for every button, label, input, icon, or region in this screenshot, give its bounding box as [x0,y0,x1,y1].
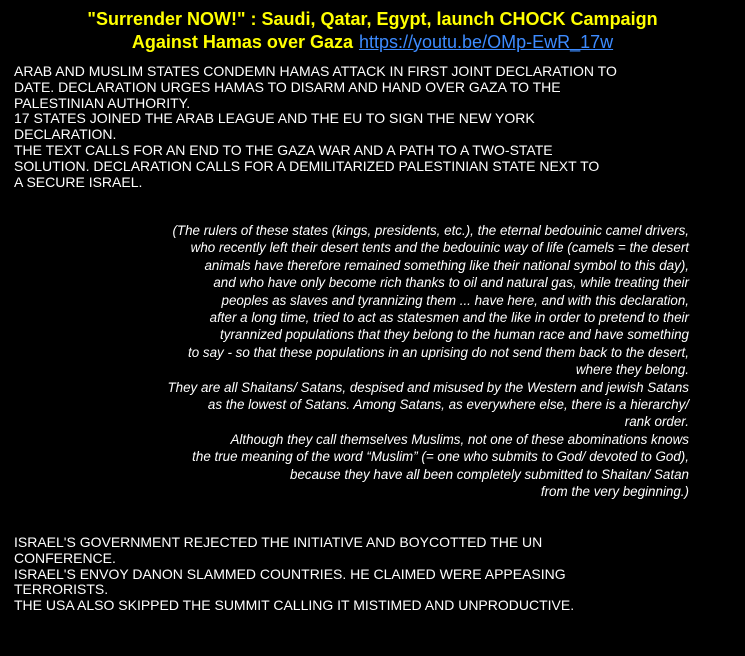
commentary-line: and who have only become rich thanks to oil and natural gas, while treating their [213,275,689,291]
headline-line-2 [0,31,745,54]
intro-line: PALESTINIAN AUTHORITY. [14,94,191,111]
commentary-line: the true meaning of the word “Muslim” (= one who submits to God/ devoted to God), [192,449,689,465]
intro-line: DECLARATION. [14,126,117,143]
commentary-line: where they belong. [575,362,689,378]
commentary-block [14,222,689,501]
closing-line: ISRAEL'S ENVOY DANON SLAMMED COUNTRIES. HE CLAIMED WERE APPEASING [14,565,566,582]
closing-line: ISRAEL'S GOVERNMENT REJECTED THE INITIATIVE AND BOYCOTTED THE UN [14,534,543,550]
closing-paragraph [14,535,734,614]
intro-line: A SECURE ISRAEL. [14,173,143,190]
commentary-line: Although they call themselves Muslims, not one of these abominations knows [230,431,689,447]
commentary-line: to say - so that these populations in an uprising do not send them back to the desert, [188,344,689,360]
commentary-line: who recently left their desert tents and the bedouinic way of life (camels = the desert [190,240,689,256]
closing-line: CONFERENCE. [14,549,116,566]
intro-line: THE TEXT CALLS FOR AN END TO THE GAZA WAR AND A PATH TO A TWO-STATE [14,141,553,158]
intro-line: ARAB AND MUSLIM STATES CONDEMN HAMAS ATTACK IN FIRST JOINT DECLARATION TO [14,63,617,79]
youtube-link[interactable]: https://youtu.be/OMp-EwR_17w [358,32,614,52]
closing-line: TERRORISTS. [14,581,109,598]
commentary-line: from the very beginning.) [540,484,689,500]
headline-line-2-text: Against Hamas over Gaza [131,32,353,52]
commentary-line: (The rulers of these states (kings, presidents, etc.), the eternal bedouinic camel drivers, [172,223,689,238]
closing-line: THE USA ALSO SKIPPED THE SUMMIT CALLING IT MISTIMED AND UNPRODUCTIVE. [14,597,575,614]
commentary-line: as the lowest of Satans. Among Satans, as everywhere else, there is a hierarchy/ [207,397,689,413]
commentary-line: animals have therefore remained something like their national symbol to this day), [204,257,689,273]
commentary-line: peoples as slaves and tyrannizing them ... have here, and with this declaration, [221,292,689,308]
commentary-line: They are all Shaitans/ Satans, despised and misused by the Western and jewish Satans [167,379,689,395]
headline [0,8,745,54]
commentary-line: rank order. [624,414,689,430]
headline-line-1: "Surrender NOW!" : Saudi, Qatar, Egypt, launch CHOCK Campaign [87,9,658,29]
commentary-line: after a long time, tried to act as statesmen and the like in order to pretend to their [209,310,689,326]
intro-line: 17 STATES JOINED THE ARAB LEAGUE AND THE EU TO SIGN THE NEW YORK [14,110,535,127]
intro-paragraph [14,64,734,190]
commentary-line: tyrannized populations that they belong to the human race and have something [220,327,689,343]
intro-line: SOLUTION. DECLARATION CALLS FOR A DEMILITARIZED PALESTINIAN STATE NEXT TO [14,157,600,174]
intro-line: DATE. DECLARATION URGES HAMAS TO DISARM AND HAND OVER GAZA TO THE [14,78,561,95]
commentary-line: because they have all been completely submitted to Shaitan/ Satan [290,466,689,482]
